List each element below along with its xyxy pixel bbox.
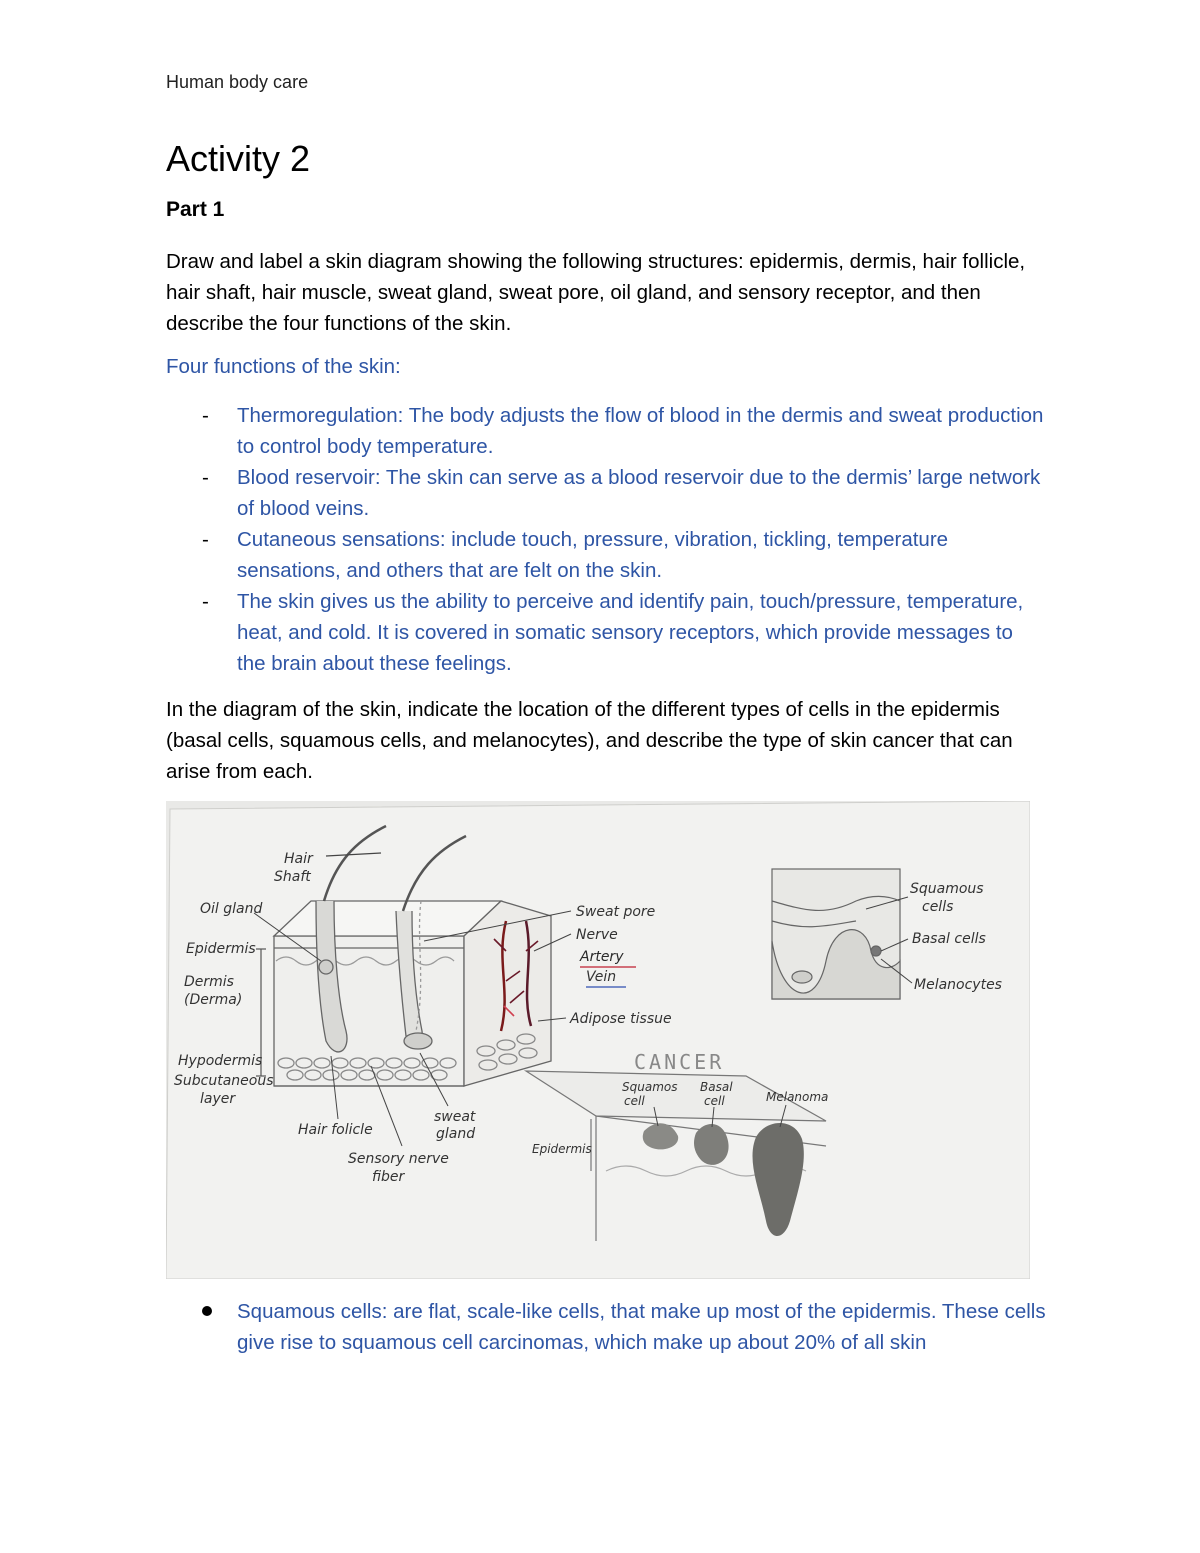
label-shaft: Shaft [274, 869, 311, 885]
label-squamous-cells-2: cells [922, 899, 954, 915]
instruction-paragraph-1: Draw and label a skin diagram showing the following structures: epidermis, dermis, hair follicle, hair shaft, hair muscle, sweat gland, sweat pore, oil gland, and sensory receptor, and then describe the four functions of the skin. [166, 250, 1026, 335]
part-heading: Part 1 [166, 198, 225, 221]
function-text: Thermoregulation: The body adjusts the flow of blood in the dermis and sweat production to control body temperature. [237, 404, 1044, 458]
list-item [166, 400, 1046, 462]
label-sweat-pore: Sweat pore [576, 904, 656, 920]
list-item [166, 586, 1046, 679]
label-melanocytes: Melanocytes [914, 977, 1002, 993]
function-text: The skin gives us the ability to perceive and identify pain, touch/pressure, temperature, heat, and cold. It is covered in somatic sensory receptors, which provide messages to the brain about these feelings. [237, 590, 1024, 675]
label-oil-gland: Oil gland [200, 901, 263, 917]
label-gland: gland [436, 1126, 476, 1142]
dash-marker: - [202, 404, 209, 427]
dash-marker: - [202, 528, 209, 551]
epidermis-cross-section [772, 869, 900, 999]
label-squamous-cells: Squamous [910, 881, 984, 897]
cell-types-list [166, 1296, 1046, 1358]
label-cancer-epidermis: Epidermis [532, 1142, 592, 1156]
label-sweat: sweat [434, 1109, 476, 1125]
instruction-paragraph-2: In the diagram of the skin, indicate the location of the different types of cells in the epidermis (basal cells, squamous cells, and melanocytes), and describe the type of skin cancer that can arise from each. [166, 698, 1013, 783]
function-text: Cutaneous sensations: include touch, pressure, vibration, tickling, temperature sensations, and others that are felt on the skin. [237, 528, 949, 582]
label-cancer-basal-2: cell [704, 1094, 725, 1108]
label-derma: (Derma) [184, 992, 243, 1008]
functions-list [166, 400, 1046, 679]
label-cancer-basal: Basal [700, 1080, 733, 1094]
dash-marker: - [202, 466, 209, 489]
bullet-icon [202, 1306, 212, 1316]
list-item [166, 1296, 1046, 1358]
page-header: Human body care [166, 72, 309, 92]
skin-diagram-drawing [166, 801, 1030, 1279]
function-text: Blood reservoir: The skin can serve as a blood reservoir due to the dermis’ large network of blood veins. [237, 466, 1041, 520]
label-nerve: Nerve [576, 927, 618, 943]
label-dermis: Dermis [184, 974, 234, 990]
cancer-heading: CANCER [634, 1050, 725, 1074]
label-cancer-squamos-2: cell [624, 1094, 645, 1108]
label-layer: layer [200, 1091, 236, 1107]
label-vein: Vein [586, 969, 617, 985]
dash-marker: - [202, 590, 209, 613]
label-sensory-nerve: Sensory nerve [348, 1151, 449, 1167]
label-adipose: Adipose tissue [570, 1011, 672, 1027]
skin-diagram-photo [166, 801, 1030, 1279]
label-hair-follicle: Hair folicle [298, 1122, 373, 1138]
label-hypodermis: Hypodermis [178, 1053, 263, 1069]
label-fiber: fiber [372, 1169, 405, 1185]
label-cancer-squamos: Squamos [622, 1080, 678, 1094]
functions-heading: Four functions of the skin: [166, 355, 401, 378]
label-hair: Hair [284, 851, 313, 867]
label-artery: Artery [580, 949, 624, 965]
label-cancer-melanoma: Melanoma [766, 1090, 829, 1104]
list-item [166, 462, 1046, 524]
label-basal-cells: Basal cells [912, 931, 986, 947]
label-epidermis: Epidermis [186, 941, 256, 957]
activity-title: Activity 2 [166, 138, 311, 179]
label-subcutaneous: Subcutaneous [174, 1073, 274, 1089]
list-item [166, 524, 1046, 586]
bullet-text: Squamous cells: are flat, scale-like cells, that make up most of the epidermis. These cells give rise to squamous cell carcinomas, which make up about 20% of all skin [237, 1300, 1046, 1354]
